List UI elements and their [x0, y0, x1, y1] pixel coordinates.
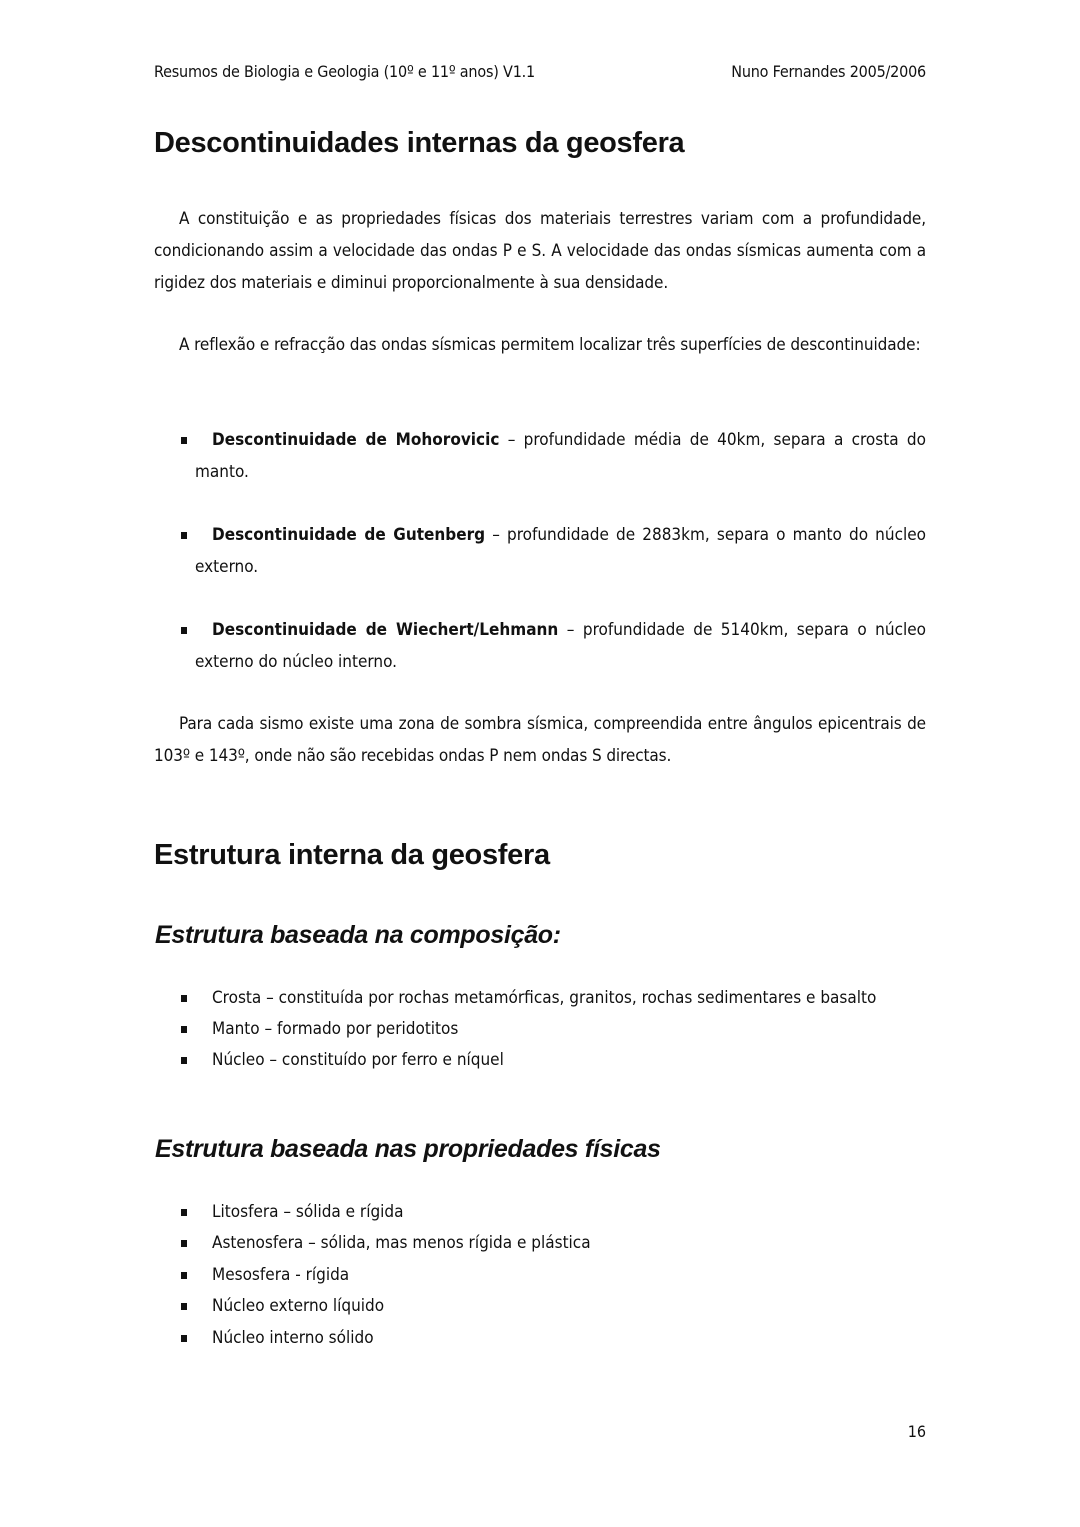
section-title-discontinuities: Descontinuidades internas da geosfera: [154, 127, 685, 159]
physical-item-litosfera: Litosfera – sólida e rígida: [154, 1197, 404, 1228]
physical-item-astenosfera: Astenosfera – sólida, mas menos rígida e plástica: [154, 1228, 591, 1259]
bullet-square-icon: [181, 1026, 187, 1033]
composition-item-manto: Manto – formado por peridotitos: [154, 1014, 458, 1045]
bullet-square-icon: [181, 627, 187, 634]
paragraph-properties-text: A constituição e as propriedades físicas dos materiais terrestres variam com a profundidade, condicionando assim a velocidade das ondas P e S. A velocidade das ondas sísmicas aumenta com a rigidez dos materiais e diminui proporcionalmente à sua densidade.: [154, 209, 926, 293]
section-title-structure: Estrutura interna da geosfera: [154, 839, 550, 871]
paragraph-shadow-zone: [154, 708, 926, 772]
bullet-square-icon: [181, 1272, 187, 1279]
page-number: 16: [907, 1422, 926, 1441]
bullet-square-icon: [181, 1335, 187, 1342]
term-wiechert-lehmann: Descontinuidade de Wiechert/Lehmann: [212, 620, 559, 640]
list-item-mohorovicic: [154, 424, 926, 488]
bullet-square-icon: [181, 532, 187, 539]
bullet-square-icon: [181, 1240, 187, 1247]
bullet-square-icon: [181, 995, 187, 1002]
bullet-square-icon: [181, 1209, 187, 1216]
desc-wiechert-lehmann: – profundidade de 5140km, separa o núcleo externo do núcleo interno.: [195, 620, 927, 672]
composition-item-nucleo: Núcleo – constituído por ferro e níquel: [154, 1045, 504, 1076]
term-gutenberg: Descontinuidade de Gutenberg: [212, 525, 486, 545]
running-header-author: Nuno Fernandes 2005/2006: [731, 62, 926, 81]
subsection-title-composition: Estrutura baseada na composição:: [155, 921, 561, 949]
composition-item-crosta: Crosta – constituída por rochas metamórficas, granitos, rochas sedimentares e basalto: [154, 983, 876, 1014]
bullet-square-icon: [181, 1303, 187, 1310]
paragraph-reflection: [154, 329, 926, 361]
list-item-wiechert-lehmann: [154, 614, 926, 678]
physical-item-mesosfera: Mesosfera - rígida: [154, 1260, 349, 1291]
paragraph-shadow-zone-text: Para cada sismo existe uma zona de sombra sísmica, compreendida entre ângulos epicentrais de 103º e 143º, onde não são recebidas ondas P nem ondas S directas.: [154, 714, 926, 766]
subsection-title-physical: Estrutura baseada nas propriedades físicas: [155, 1135, 661, 1163]
desc-gutenberg: – profundidade de 2883km, separa o manto do núcleo externo.: [195, 525, 926, 577]
physical-item-nucleo-interno: Núcleo interno sólido: [154, 1323, 374, 1354]
bullet-square-icon: [181, 1057, 187, 1064]
paragraph-properties: [154, 203, 926, 299]
bullet-square-icon: [181, 437, 187, 444]
paragraph-reflection-text: A reflexão e refracção das ondas sísmicas permitem localizar três superfícies de descontinuidade:: [179, 335, 921, 355]
list-item-gutenberg: [154, 519, 926, 583]
term-mohorovicic: Descontinuidade de Mohorovicic: [212, 430, 500, 450]
physical-item-nucleo-externo: Núcleo externo líquido: [154, 1291, 384, 1322]
running-header-title: Resumos de Biologia e Geologia (10º e 11º anos) V1.1: [154, 62, 535, 81]
desc-mohorovicic: – profundidade média de 40km, separa a crosta do manto.: [195, 430, 926, 482]
